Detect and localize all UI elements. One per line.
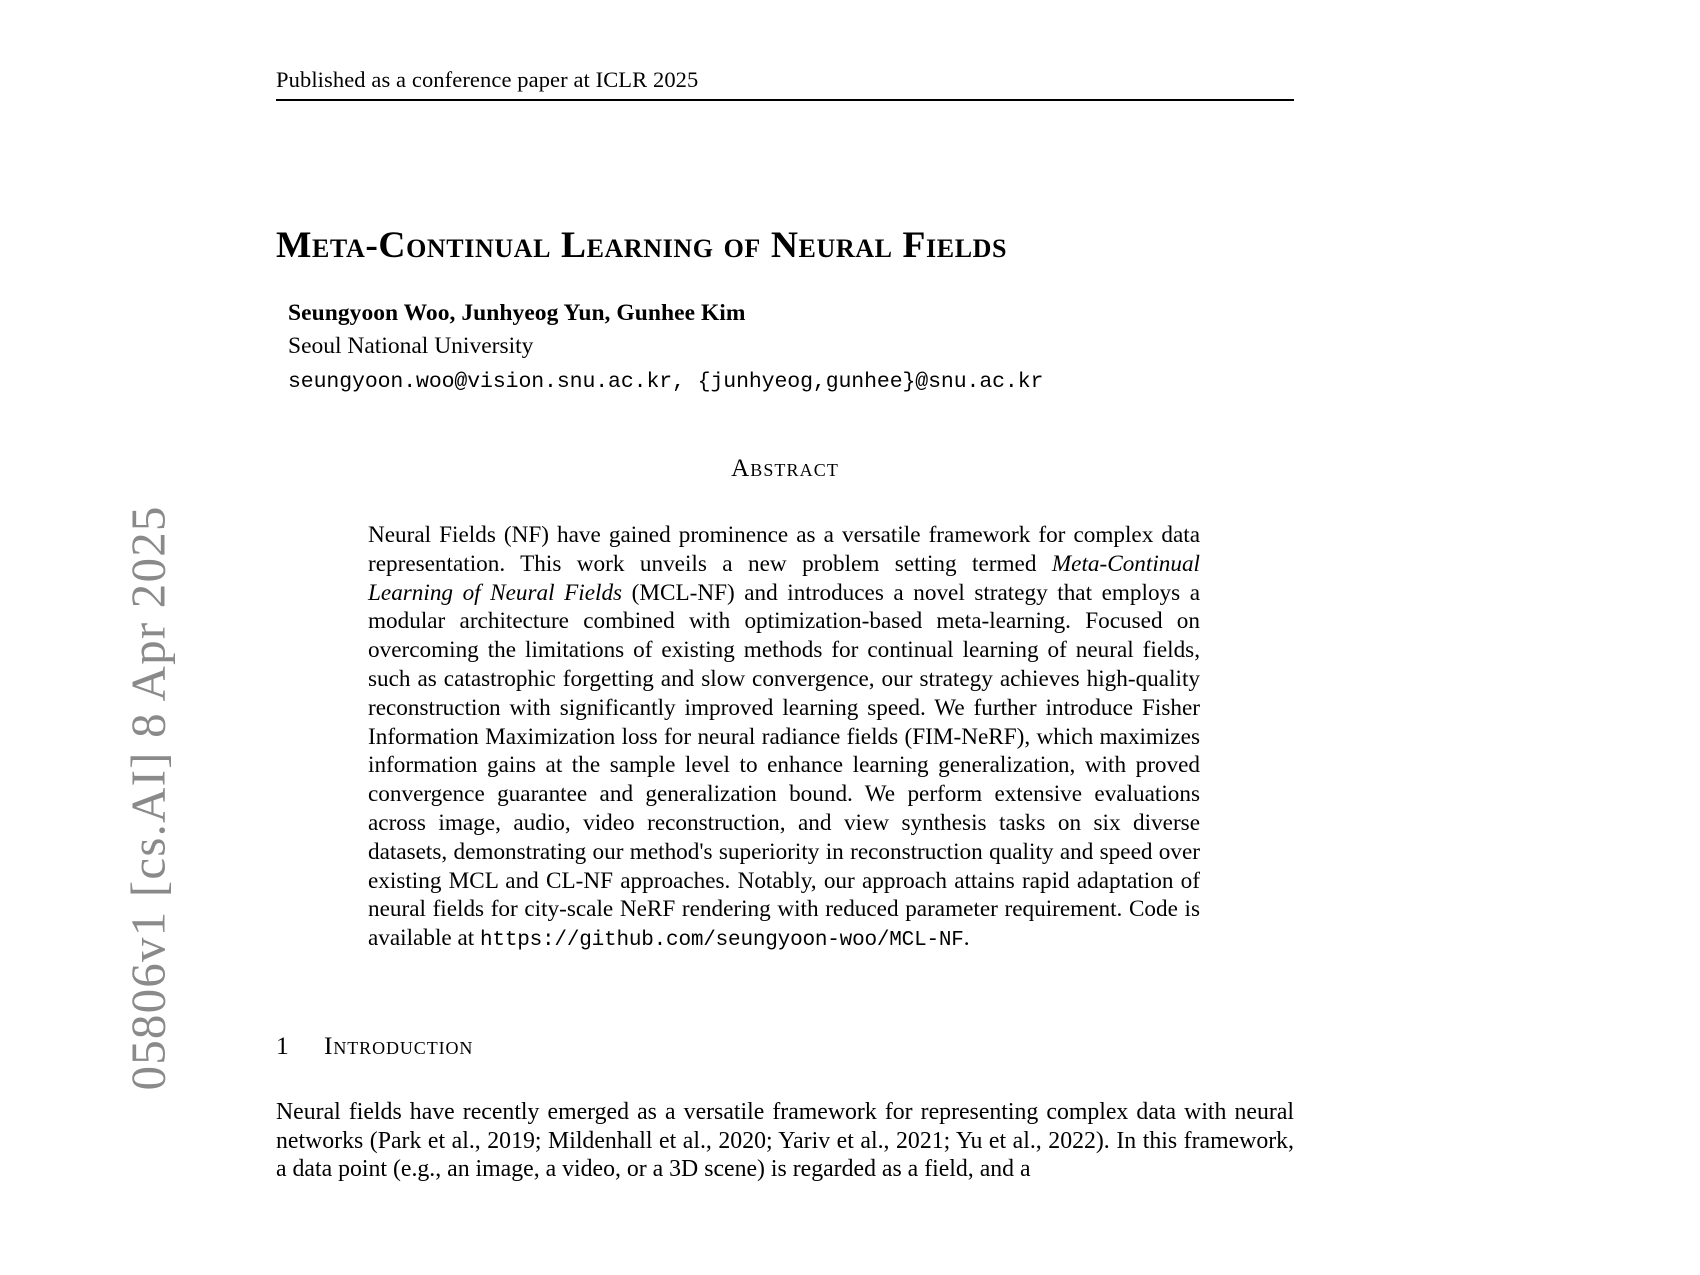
abstract-heading: Abstract	[731, 455, 839, 482]
paper-page	[276, 0, 1294, 1275]
section-title: Introduction	[324, 1031, 474, 1060]
author-emails: seungyoon.woo@vision.snu.ac.kr, {junhyeog,gunhee}@snu.ac.kr	[288, 369, 1044, 394]
abstract-body	[368, 521, 1200, 956]
code-url-link[interactable]: https://github.com/seungyoon-woo/MCL-NF	[480, 929, 964, 953]
abstract-text-part3: .	[963, 925, 970, 952]
abstract-emphasis: Meta-Continual Learning of Neural Fields	[368, 550, 1200, 606]
author-names: Seungyoon Woo, Junhyeog Yun, Gunhee Kim	[288, 300, 746, 326]
introduction-body: Neural fields have recently emerged as a versatile framework for representing complex data with neural networks (Park et al., 2019; Mildenhall et al., 2020; Yariv et al., 2021; Yu et al., 2022). In this framework, a data point (e.g., an image, a video, or a 3D scene) is regarded as a field, and a	[276, 1099, 1294, 1183]
abstract-text-part1: Neural Fields (NF) have gained prominence as a versatile framework for complex data representation. This work unveils a new problem setting termed	[368, 522, 1200, 577]
section-heading-introduction	[276, 1031, 1294, 1061]
author-block	[288, 298, 1294, 397]
running-header: Published as a conference paper at ICLR 2025	[276, 67, 699, 92]
section-number: 1	[276, 1031, 290, 1060]
arxiv-identifier-stamp: 05806v1 [cs.AI] 8 Apr 2025	[120, 505, 176, 1091]
affiliation: Seoul National University	[288, 333, 534, 360]
page-title: Meta-Continual Learning of Neural Fields	[276, 225, 1008, 267]
header-rule	[276, 99, 1294, 101]
abstract-text-part2: (MCL-NF) and introduces a novel strategy that employs a modular architecture combined with optimization-based meta-learning. Focused on overcoming the limitations of existing methods for continual learning of neural fields, such as catastrophic forgetting and slow convergence, our strategy achieves high-quality reconstruction with significantly improved learning speed. We further introduce Fisher Information Maximization loss for neural radiance fields (FIM-NeRF), which maximizes information gains at the sample level to enhance learning generalization, with proved convergence guarantee and generalization bound. We perform extensive evaluations across image, audio, video reconstruction, and view synthesis tasks on six diverse datasets, demonstrating our method's superiority in reconstruction quality and speed over existing MCL and CL-NF approaches. Notably, our approach attains rapid adaptation of neural fields for city-scale NeRF rendering with reduced parameter requirement. Code is available at	[368, 579, 1201, 952]
